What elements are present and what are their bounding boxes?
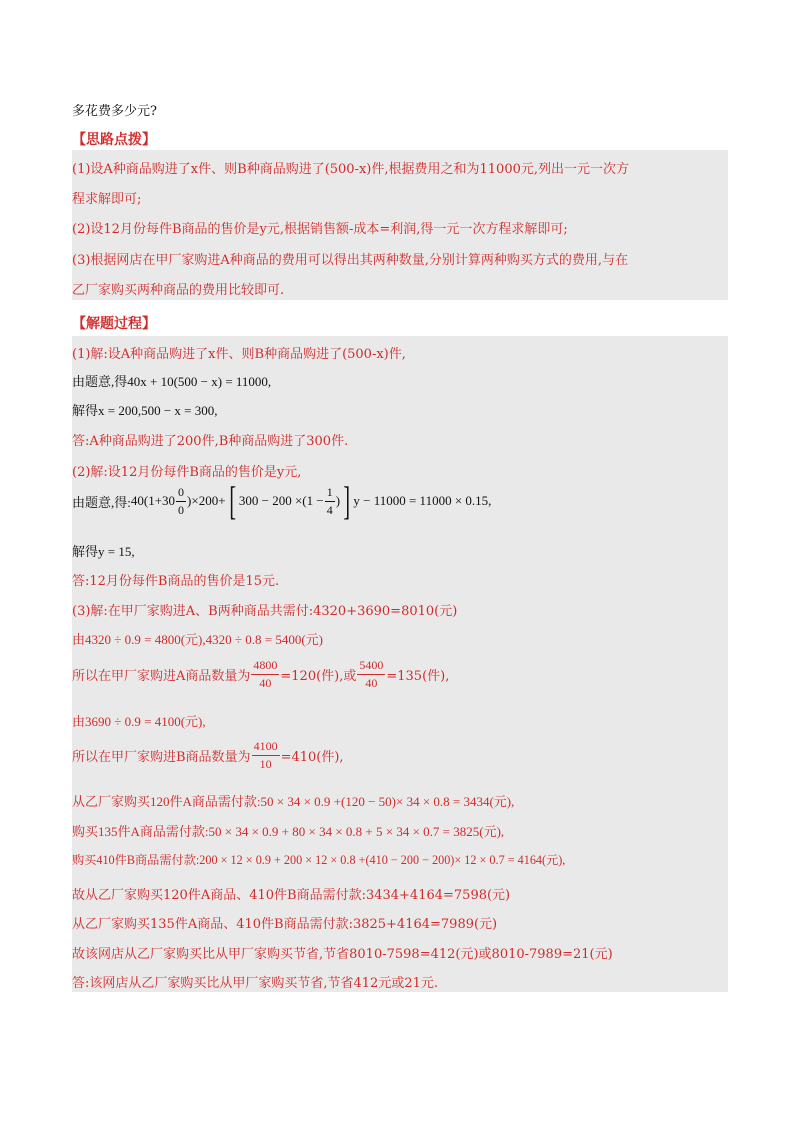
- line11-fraction-1-num: 4800: [251, 659, 279, 675]
- solution-line-18: 从乙厂家购买135件A商品、410件B商品需付款:3825+4164=7989(元): [72, 917, 498, 932]
- solution-line-9: (3)解:在甲厂家购进A、B两种商品共需付:4320+3690=8010(元): [72, 604, 458, 619]
- line11-fraction-1: [251, 659, 279, 689]
- solution-line-11: [72, 659, 449, 689]
- line6-fraction-1-num: 0: [176, 486, 186, 502]
- solution-line-4: 答:A种商品购进了200件,B种商品购进了300件.: [72, 434, 349, 449]
- line6-fraction-1: [176, 486, 186, 516]
- line13-fraction-num: 4100: [252, 740, 280, 756]
- thinking-heading: 【思路点拨】: [72, 132, 156, 148]
- solution-line-10: 由4320 ÷ 0.9 = 4800(元),4320 ÷ 0.8 = 5400(元): [72, 632, 323, 647]
- solution-line-8: 答:12月份每件B商品的售价是15元.: [72, 574, 280, 589]
- solution-line-7: 解得y = 15,: [72, 544, 135, 559]
- line11-prefix: 所以在甲厂家购进A商品数量为: [72, 668, 251, 684]
- solution-line-6: [72, 478, 492, 523]
- solution-heading: 【解题过程】: [72, 316, 156, 332]
- solution-line-2: 由题意,得40x + 10(500 − x) = 11000,: [72, 374, 272, 389]
- line11-middle: =120(件),或: [280, 668, 357, 684]
- thinking-p2: (2)设12月份每件B商品的售价是y元,根据销售额-成本=利润,得一元一次方程求解即可;: [72, 222, 568, 237]
- solution-line-15: 购买135件A商品需付款:50 × 34 × 0.9 + 80 × 34 × 0.8 + 5 × 34 × 0.7 = 3825(元),: [72, 824, 505, 839]
- left-square-bracket: [: [228, 478, 236, 523]
- line6-part-d: ): [335, 493, 341, 508]
- line6-fraction-2: [325, 486, 335, 516]
- solution-line-19: 故该网店从乙厂家购买比从甲厂家购买节省,节省8010-7598=412(元)或8010-7989=21(元): [72, 947, 613, 962]
- line11-fraction-2-num: 5400: [357, 659, 385, 675]
- line6-part-b: )×200+: [187, 493, 226, 508]
- line6-part-c: 300 − 200 ×(1 −: [238, 493, 324, 508]
- line11-fraction-1-den: 40: [259, 675, 272, 690]
- line6-part-e: y − 11000 = 11000 × 0.15,: [353, 493, 492, 508]
- line13-end: =410(件),: [280, 749, 344, 765]
- line11-end: =135(件),: [386, 668, 450, 684]
- solution-line-13: [72, 740, 344, 770]
- solution-line-17: 故从乙厂家购买120件A商品、410件B商品需付款:3434+4164=7598(元): [72, 888, 511, 903]
- solution-line-1: (1)解:设A种商品购进了x件、则B种商品购进了(500-x)件,: [72, 347, 406, 362]
- line6-fraction-2-num: 1: [325, 486, 335, 502]
- line13-fraction-den: 10: [259, 756, 272, 771]
- line6-part-a: 40(1+30: [130, 493, 176, 508]
- line6-fraction-2-den: 4: [326, 502, 333, 517]
- solution-line-20: 答:该网店从乙厂家购买比从甲厂家购买节省,节省412元或21元.: [72, 976, 438, 991]
- line6-fraction-1-den: 0: [178, 502, 185, 517]
- thinking-p1b: 程求解即可;: [72, 192, 142, 207]
- thinking-p3: (3)根据网店在甲厂家购进A种商品的费用可以得出其两种数量,分别计算两种购买方式的费用,与在: [72, 253, 629, 268]
- solution-line-16: 购买410件B商品需付款:200 × 12 × 0.9 + 200 × 12 × 0.8 +(410 − 200 − 200)× 12 × 0.7 = 4164(元),: [72, 853, 566, 867]
- line13-fraction: [252, 740, 280, 770]
- thinking-p3b: 乙厂家购买两种商品的费用比较即可.: [72, 283, 285, 298]
- solution-line-5: (2)解:设12月份每件B商品的售价是y元,: [72, 465, 302, 480]
- thinking-p1: (1)设A种商品购进了x件、则B种商品购进了(500-x)件,根据费用之和为11000元,列出一元一次方: [72, 162, 629, 177]
- line6-prefix: 由题意,得:: [72, 494, 131, 510]
- intro-text: 多花费多少元?: [72, 104, 157, 119]
- solution-line-12: 由3690 ÷ 0.9 = 4100(元),: [72, 714, 206, 729]
- solution-line-14: 从乙厂家购买120件A商品需付款:50 × 34 × 0.9 +(120 − 50)× 34 × 0.8 = 3434(元),: [72, 794, 515, 809]
- line11-fraction-2: [357, 659, 385, 689]
- right-square-bracket: ]: [343, 478, 351, 523]
- line11-fraction-2-den: 40: [365, 675, 378, 690]
- line13-prefix: 所以在甲厂家购进B商品数量为: [72, 749, 251, 765]
- solution-line-3: 解得x = 200,500 − x = 300,: [72, 403, 218, 418]
